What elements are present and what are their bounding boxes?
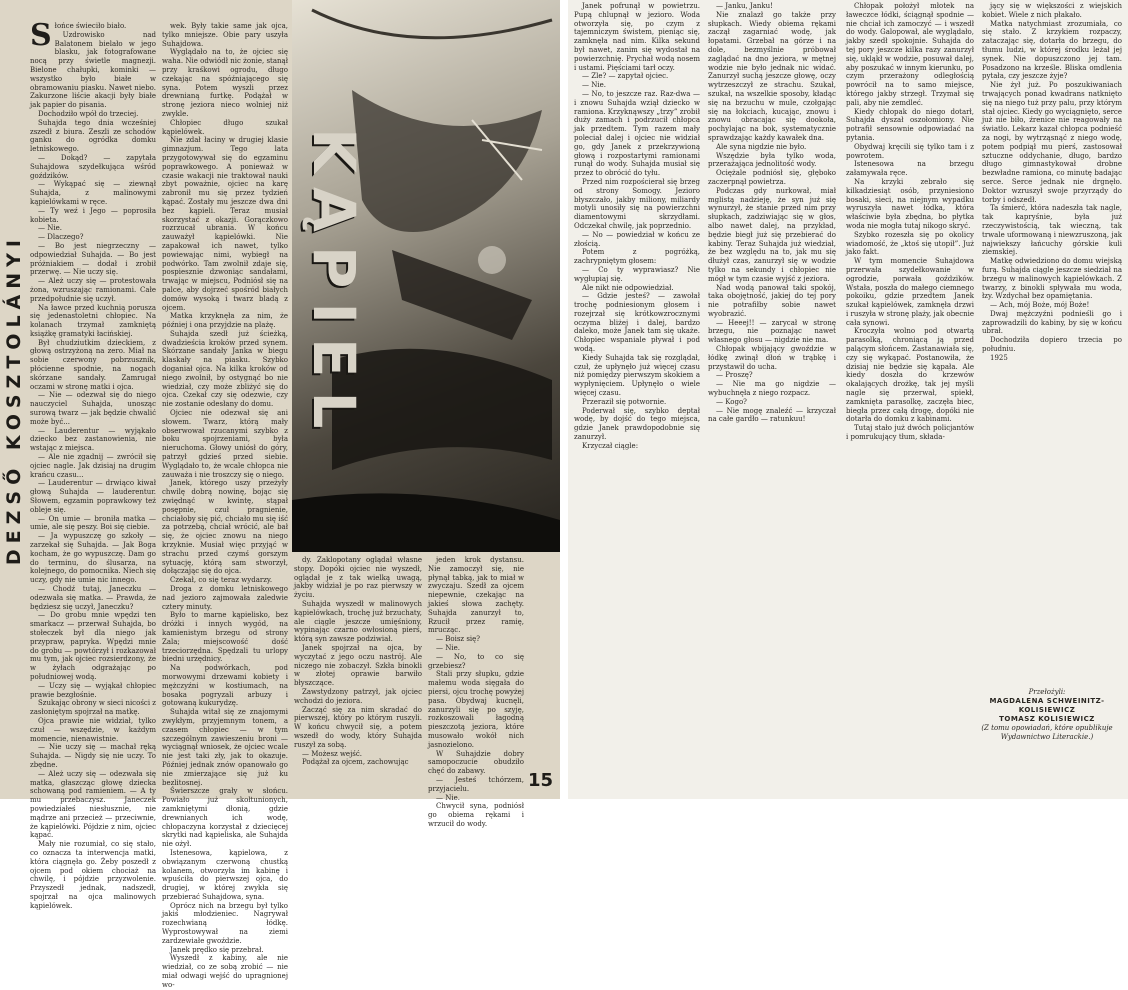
paragraph: Suhajda szedł już ścieżką, dwadzieścia kroków przed synem. Skórzane sandały Janka w biegu klaskały na piasku. Szybko doganiał ojca. Na kilka kroków od niego zwolnił, by ostygnąć bo nie wiedział, czy może zbliżyć się do ojca. Czekał czy się odezwie, czy nie zostanie odesłany do domu. [162, 329, 288, 409]
paragraph: Wszędzie była tylko woda, przerażająca jednolitość wody. [708, 151, 836, 169]
credit-source: (Z tomu opowiadań, które opublikuje Wydawnictwo Literackie.) [981, 724, 1113, 741]
paragraph: Droga z domku letniskowego nad jezioro zajmowała zaledwie cztery minuty. [162, 585, 288, 611]
drop-cap: S [30, 18, 52, 53]
paragraph: Krzyczał ciągle: [582, 441, 639, 450]
translator-names-2: TOMASZ KOLISIEWICZ [999, 715, 1095, 723]
paragraph: — On umie — broniła matka — umie, ale się peszy. Boi się ciebie. [30, 514, 156, 532]
story-column-5 [574, 2, 700, 450]
paragraph: Ojca prawie nie widział, tylko czuł — wszędzie, w każdym momencie, nienawistnie. [30, 716, 156, 743]
paragraph: Janek spojrzał na ojca, by wyczytać z jego oczu nastrój. Ale niczego nie zobaczył. Szkła binokli w złotej oprawie barwiło błyszczące. [294, 643, 422, 688]
paragraph: Na ławce przed kuchnią porusza się jedenastoletni chłopiec. Na kolanach trzymał zamkniętą książkę gramatyki łacińskiej. [30, 303, 156, 338]
paragraph: Chłopiec długo szukał kąpielówek. [162, 118, 288, 136]
paragraph: — Ależ uczy się — odezwała się matka, głaszcząc głowę dziecka schowaną pod ramieniem. — A ty mu przebaczysz. Janeczek powiedziałeś niesłusznie, nie mądrze ani przecież — przeciwnie, że kąpielówki. Pójdzie z nim, ojciec kąpać. [30, 769, 156, 840]
left-page [0, 0, 560, 989]
paragraph: — Dlaczego? [38, 233, 84, 242]
story-column-8 [982, 2, 1122, 362]
story-column-1 [30, 18, 156, 910]
paragraph: — Ależ uczy się — protestowała żona, wzruszając ramionami. Całe przedpołudnie się uczył. [30, 277, 156, 303]
paragraph: — Ach, mój Boże, mój Boże! [990, 301, 1090, 310]
paragraph: Kroczyła wolno pod otwartą parasolką, chroniącą ją przed palącym słońcem. Zastanawiała się, czy się wykąpać. Postanowiła, że dzisiaj nie będzie się kąpała. Ale kiedy doszła do krzewów okalających drożkę, tak jej myśli nagle się przerwał, spiekł, zamknięta parasolkę, zaczęła biec, biegła przez całą drogę, dopóki nie dotarła do domku z kabinami. [846, 327, 974, 424]
paragraph: Wyglądało na to, że ojciec się waha. Nie odwiódł nic żonie, stanął przy kraśkowi ogrodu, długo czekając na spóźniającego się syna. Potem wyszli przez drewnianą furtkę. Podążał w stronę jeziora nieco wolniej niż zwykle. [162, 48, 288, 118]
paragraph: — Boisz się? [436, 635, 481, 644]
paragraph: — Nie mogę znaleźć — krzyczał na całe gardło — ratunkuu! [708, 406, 836, 424]
paragraph: Uzdrowisko nad Balatonem bielało w jego blasku, jak fotografowane nocą przy świetle magnezji. Bielone chałupki, kominki — wszystko było białe w obramowaniu piasku. Nawet niebo. Zakurzone liście akacji były białe jak papier do pisania. [30, 30, 156, 110]
paragraph: jący się w większości z wiejskich kobiet. Wiele z nich płakało. [982, 2, 1122, 19]
paragraph: Dwaj mężczyźni podnieśli go i zaprowadzili do kabiny, by się w końcu ubrał. [982, 309, 1122, 336]
story-column-3 [294, 556, 422, 792]
paragraph: Potem z pogróżką, zachrypniętym głosem: [574, 248, 700, 266]
story-column-6 [708, 2, 836, 438]
paragraph: Kiedy Suhajda tak się rozglądał, czuł, że upłynęło już więcej czasu niż pomiędzy pierwszym skokiem a wypłynięciem. Upłynęło o wiele więcej czasu. [574, 353, 700, 398]
paragraph: — Nie. [38, 224, 62, 233]
paragraph: Nie znalazł go także przy słupkach. Wiedy obiema rękami zaczął zagarniać wodę, jak łopatami. Grzebał na górze i na dole, bezmyślnie próbował zaglądać na dno jeziora, w mętnej wodzie nie było jednak nic widać. Zanurzył suchą jeszcze głowę, oczy wytrzeszczył ze strachu. Szukał, szukał, na wszelkie sposoby, kładąc się na brzuchu w mule, czołgając się na łokciach, kucając, znowu i znowu obracając się dookoła, pochylając na bok, systematycznie sprawdzając każdy kawałek dna. [708, 10, 836, 142]
paragraph: Oprócz nich na brzegu był tylko jakiś młodzieniec. Nagrywał rozechwianą łódkę. Wyprostowywał na ziemi zardzewiałe gwoździe. [162, 901, 288, 945]
paragraph: — Nie. [436, 643, 460, 652]
paragraph: — Janku, Janku! [716, 2, 773, 10]
paragraph: Zacząć się za nim skradać do pierwszej, który po którym ruszyli. W końcu chwycił się, a potem wszedł do wody, który Suhajda ruszył za sobą. [294, 705, 422, 749]
paragraph: — Uczy się — wyjąkał chłopiec prawie bezgłośnie. [30, 681, 156, 699]
paragraph: Matkę odwiedziono do domu wiejską furą. Suhajda ciągle jeszcze siedział na brzegu w malinowych kąpielówkach. Z twarzy, z binokli spływała mu woda, łzy. Wzdychał bez opamiętania. [982, 257, 1122, 301]
translator-credit [972, 688, 1122, 742]
paragraph: Stali przy słupku, gdzie małemu woda sięgała do piersi, ojcu trochę powyżej pasa. Obydwaj kucnęli, zanurzyli się po szyję, rozkoszowali łagodną pieszczotą jeziora, które musowało wokół nich jasnozielono. [428, 670, 524, 749]
paragraph: Szukając obrony w sieci nicości z zasłoniętym spojrzał na matkę. [30, 699, 156, 717]
paragraph: Było to marne kąpielisko, bez dróżki i innych wygód, na kamienistym brzegu od strony Zala; miejscowość dość trzeciorzędna. Spędzali tu urlopy biedni urzędnicy. [162, 611, 288, 664]
paragraph: Ociężale podniósł się, głęboko zaczerpnął powietrza. [708, 169, 836, 186]
paragraph: Nie zdał łaciny w drugiej klasie gimnazjum. Tego lata przygotowywał się do egzaminu poprawkowego. A ponieważ w czasie wakacji nie traktował nauki zbyt poważnie, ojciec na karę zabronił mu się przez tydzień kąpać. Zostały mu jeszcze dwa dni bez kąpieli. Teraz musiał skorzystać z okazji. Gorączkowo rozrzucał ubrania. W końcu zauważył kąpielówki. Nie zapakował ich nawet, tylko powiewając nimi, wybiegł na podwórko. Tam zwolnił zdaje się, pospiesznie dzwoniąc sandałami, trwając w miejscu, Podniósł się na palce, aby dojrzeć spośród białych domów wysoką i twarz bladą z ojcem. [162, 136, 288, 312]
paragraph: — Kogo? [716, 397, 747, 406]
paragraph: Podczas gdy nurkował, miał mglistą nadzieję, że syn już się wynurzył, że stanie przed nim przy słupkach, zadziwiając się w głos, albo nawet dalej, na przykład, będzie biegł już się przebierać do kabiny. Teraz Suhajda już wiedział, że bez względu na to, jak mu się dłużył czas, zanurzył się w wodzie tylko na sekundy i chłopiec nie mógł w tym czasie wyjść z jeziora. [708, 186, 836, 283]
paragraph: Ale syna nigdzie nie było. [716, 142, 807, 151]
paragraph: Kiedy chłopak do niego dotarł, Suhajda dyszał oszołomiony. Nie potrafił sensownie odpowiadać na pytania. [846, 107, 974, 142]
paragraph: Podążał za ojcem, zachowując [302, 758, 409, 767]
paragraph: Był chudziutkim dzieckiem, z głową ostrzyżoną na zero. Miał na sobie czerwony pobrzusznik, płócienne spodnie, na nogach skórzane sandały. Zamrugał oczami w stronę matki i ojca. [30, 338, 156, 391]
paragraph: — Ja wypuszczę go szkoły — zarzekał się Suhajda. — Jak Boga kocham, że go wypuszczę. Dam go do terminu, do ślusarza, na kolejnego, do pomocnika. Niech się uczy, gdy nie umie nic innego. [30, 532, 156, 585]
paragraph: Nad wodą panował taki spokój, taka obojętność, jakiej do tej pory nie potrafiłby sobie nawet wyobrazić. [708, 283, 836, 318]
paragraph: Słońce świeciło biało. [30, 18, 127, 53]
paragraph: Dochodziło wpół do trzeciej. [38, 109, 139, 118]
story-column-4 [428, 556, 524, 828]
paragraph: — Nie uczy się — machał ręką Suhajda. — Nigdy się nie uczy. To zbędne. [30, 743, 156, 769]
paragraph: — Lauderentur — wyjąkało dziecko bez zastanowienia, nie wstając z miejsca. [30, 426, 156, 453]
paragraph: Suhajda witał się ze znajomymi zwykłym, przyjemnym tonem, a czasem chłopiec — w tym szczególnym zawieszeniu broni — wyciągnął wniosek, że ojciec wcale nie jest taki zły, jak to okazuje. Później jednak znów opanowało go nie zmierzające się już ku bezlitosnej. [162, 708, 288, 787]
paragraph: Matka natychmiast zrozumiała, co się stało. Z krzykiem rozpaczy, zataczając się, dotarła do brzegu, do tłumu ludzi, w której środku leżał jej synek. Nie dopuszczono jej tam. Posadzono na krześle. Bliska omdlenia pytała, czy jeszcze żyje? [982, 19, 1122, 81]
paragraph: Przed nim rozpościerał się brzeg od strony Somogy. Jezioro błyszczało, jakby miliony, miliardy motyli unosiły się na powierzchni diamentowymi skrzydłami. Odczekał chwilę, jak poprzednio. [574, 177, 700, 230]
paragraph: — Wykąpać się — ziewnął Suhajda, z malinowymi kąpielówkami w ręce. [30, 180, 156, 206]
paragraph: W Suhajdzie dobry samopoczucie obudziło chęć do zabawy. [428, 749, 524, 776]
story-title [300, 30, 368, 540]
title-text: KĄPIEL [300, 127, 368, 443]
paragraph: dy. Zaklopotany oglądał własne stopy. Dopóki ojciec nie wyszedł, oglądał je z tak wielką uwagą, jakby widział je po raz pierwszy w życiu. [294, 556, 422, 600]
paragraph: jeden krok dystansu. Nie zamoczył się, nie płynął tabką, jak to miał w zwyczaju. Szedł za ojcem niepewnie, czekając na jakieś słowa zachęty. Suhajda zanurzył to, Rzucił przez ramię, mrucząc. [428, 556, 524, 635]
paragraph: — Ale nie zgadnij — zwrócił się ojciec nagle. Jak dzisiaj na drugim krańcu czasu... [30, 453, 156, 479]
paragraph: Obydwaj kręcili się tylko tam i z powrotem. [846, 142, 974, 160]
paragraph: — Co ty wyprawiasz? Nie wygłupiaj się. [574, 265, 700, 283]
paragraph: — Nie. [582, 81, 606, 90]
paragraph: Czekał, co się teraz wydarzy. [170, 576, 273, 585]
paragraph: — Heeej!! — zarycał w stronę brzegu, nie poznając nawet własnego głosu — nigdzie nie ma. [708, 318, 836, 345]
paragraph: — Do grobu mnie wpędzi ten smarkacz — przerwał Suhajda, bo stołeczek był dla niego jak przypraw, papryka. Wpędzi mnie do grobu — powtórzył i rozkazował mu tym, jak ojciec rozsierdzony, że w żyłach odgrażając po południowej wodą. [30, 611, 156, 681]
story-column-2 [162, 22, 288, 989]
paragraph: Zawstydzony patrzył, jak ojciec wchodzi do jeziora. [294, 687, 422, 705]
paragraph: Chłopak wbijający gwoździe w łódkę zwinął dłoń w trąbkę i przystawił do ucha. [708, 345, 836, 371]
paragraph: Istenesowa na brzegu załamywała ręce. [846, 160, 974, 178]
paragraph: — Nie. [436, 793, 460, 802]
page-gutter [560, 0, 568, 799]
paragraph: Chłopak położył młotek na ławeczce łódki, ściągnął spodnie — nie chciał ich zamoczyć — i wszedł do wody. Galopował, ale wyglądało, jakby szedł spokojnie. Suhajda do tej pory jeszcze kilka razy zanurzył się, ukląkł w wodzie, posuwał dalej, aby poszukać w innym kierunku, po czym przerażony odległością powrócił na to samo miejsce, którego jakby strzegł. Trzymał się pali, aby nie zemdleć. [846, 2, 974, 107]
paragraph: — Proszę? [716, 371, 753, 380]
paragraph: Janek prędko się przebrał. [170, 945, 264, 954]
author-vertical [2, 10, 26, 790]
paragraph: Na krzyki zebrało się kilkadziesiąt osób, przyniesiono bosaki, sieci, na niejnym wypadku wyruszyła nawet łódka, która właściwie była zbędna, bo płytka woda nie mogła tutaj nikogo skryć. [846, 177, 974, 230]
paragraph: — Ty weź i Jego — poprosiła kobieta. [30, 206, 156, 224]
paragraph: Tutaj stało już dwóch policjantów i pomrukujący tłum, składa- [846, 424, 974, 442]
paragraph: Przeraził się potwornie. [582, 397, 667, 406]
paragraph: Janek pofrunął w powietrzu. Pupą chlupnął w jezioro. Woda otworzyła się, po czym z tajemniczym świstem, pieniąc się, zamknęła nad nim. Kilka sekund był nawet, zanim się wydostał na powierzchnię. Prychał wodą nosem i ustami. Pięściami tarł oczy. [574, 2, 700, 72]
paragraph: Suhajda tego dnia wcześniej zszedł z biura. Zeszli ze schodów ganku do ogródka domku letniskowego. [30, 118, 156, 154]
paragraph: — No, to jeszcze raz. Raz-dwa — i znowu Suhajda wziął dziecko w ramiona. Krzyknąwszy „trzy” zrobił duży zamach i podrzucił chłopca jak przedtem. Tym razem mały poleciał dalej i ojciec nie widział go, gdy Janek z przekrzywioną głową i rozpostartymi ramionami runął do wody. Suhajda musiał się przez to obrócić do tyłu. [574, 89, 700, 178]
paragraph: Ale nikt nie odpowiedział. [582, 283, 674, 292]
paragraph: Istenesowa, kąpielowa, z obwiązanym czerwoną chustką kolanem, otworzyła im kabinę i wpuściła do pierwszej ojca, do drugiej, w której zwykła się przebierać Suhajdowa, syna. [162, 848, 288, 901]
paragraph: — Chodź tutaj, Janeczku — odezwała się matka. — Prawda, że będziesz się uczył, Janeczku? [30, 585, 156, 611]
paragraph: Suhajda wyszedł w malinowych kąpielówkach, trochę już brzuchaty, ale ciągle jeszcze umięśniony, wypinając czarno owłosioną pierś, którą syn zawsze podziwiał. [294, 599, 422, 644]
paragraph: Janek, którego uszy przeżyły chwilę dobrą nowinę, bojąc się zwiędnąć w kwintę, stąpał posępnie, czuł pragnienie, chciałoby się pić, chciało mu się iść za potrzebą, chciał wrócić, ale bał się, że ojciec znowu na niego krzyknie. Musiał więc przyjąć w strachu przed czymś gorszym sytuację, którą sam stworzył, dołączając się do ojca. [162, 479, 288, 576]
paragraph: Na podwórkach, pod morwowymi drzewami kobiety i mężczyźni w kostiumach, na bosaka pogryzali arbuzy i gotowaną kukurydzę. [162, 664, 288, 708]
paragraph: — Dokąd? — zapytała Suhajdowa szydełkująca wśród goździków. [30, 153, 156, 180]
paragraph: Dochodziła dopiero trzecia po południu. [982, 336, 1122, 354]
paragraph: Świerszcze grały w słońcu. Powiało już skołtunionych, zamkniętymi dłonią, gdzie drewnianych ich wodę, chłopaczyna korzystał z dziecięcej skrytki nad kąpieliska, ale Suhajda nie ożył. [162, 787, 288, 849]
paragraph: Ta śmierć, która nadeszła tak nagle, tak kapryśnie, była już rzeczywistością, tak wieczną, tak trwale uformowaną i niewzruszoną, jak najwiekszy łańcuchy górskie kuli ziemskiej. [982, 204, 1122, 257]
story-column-7 [846, 2, 974, 442]
paragraph: — Bo jest niegrzeczny — odpowiedział Suhajda. — Bo jest próżniakiem — dodał i zrobił przerwę. — Nie uczy się. [30, 241, 156, 277]
paragraph: — Nie — odezwał się do niego nauczyciel Suhajda, unosząc surową twarz — jak będzie chwalić może być... [30, 391, 156, 426]
paragraph: wek. Były takie same jak ojca, tylko mniejsze. Obie pary uszyła Suhajdowa. [162, 22, 288, 48]
paragraph: — Jesteś tchórzem, przyjacielu. [428, 775, 524, 793]
paragraph: — Nie ma go nigdzie — wybuchnęła z niego rozpacz. [708, 380, 836, 398]
paragraph: Ojciec nie odezwał się ani słowem. Twarz, którą mały obserwował rzucanymi szybko z boku spojrzeniami, była nieruchoma. Głowy uniósł do góry, patrzył gdzieś przed siebie. Wyglądało to, że wcale chłopca nie zauważa i nie troszczy się o niego. [162, 409, 288, 479]
paragraph: Matka krzyknęła za nim, że później i ona przyjdzie na plażę. [162, 312, 288, 330]
paragraph: — Zle? — zapytał ojciec. [582, 72, 669, 81]
translator-names: MAGDALENA SCHWEINITZ-KOLISIEWICZ [989, 697, 1105, 714]
paragraph: Chwycił syna, podniósł go obiema rękami i wrzucił do wody. [428, 802, 524, 828]
paragraph: Nie żył już. Po poszukiwaniach trwających ponad kwadrans natknięto się na niego tuż przy palu, przy którym stał ojciec. Kiedy go wyciągnięto, serce już nie biło, źrenice nie reagowały na światło. Lekarz kazał chłopca podnieść za nogi, by wytrząsnąć z niego wodę, potem podpiął mu pierś, zastosował sztuczne oddychanie, długo, bardzo długo gimnastykował drobne bezwładne ramiona, co minutę badając serce. Serce jednak nie drgnęło. Doktor wzruszył swoje przyrządy do torby i odszedł. [982, 81, 1122, 204]
paragraph: — Możesz wejść. [302, 749, 362, 758]
paragraph: Poderwał się, szybko deptał wodę, by dojść do tego miejsca, gdzie Janek prawdopodobnie się zanurzył. [574, 406, 700, 442]
paragraph: — Gdzie jesteś? — zawołał trochę podniesionym głosem i rozejrzał się krótkowzrocznymi oczyma bliżej i dalej, bardzo daleko, może Janek tam się ukaże. Chłopiec wspaniale pływał i pod wodą. [574, 292, 700, 354]
author-name: DEZSŐ KOSZTOLÁNYI [3, 234, 25, 566]
paragraph: Szybko rozeszła się po okolicy wiadomość, że „ktoś się utopił”. Już jako fakt. [846, 230, 974, 257]
right-page [568, 0, 1128, 799]
paragraph: Mały nie rozumiał, co się stało, co oznacza ta interwencja matki, która ciągnęła go. Żeby poszedł z ojcem pod okiem chociaż na chwilę, i pójdzie przyzwolenie. Przyszedł jednak, nadszedł, spojrzał na ojca malinowych kąpielówek. [30, 840, 156, 910]
page-number: 15 [528, 770, 554, 791]
paragraph: — Lauderentur — drwiąco kiwał głową Suhajda — lauderentur. Słowem, egzamin poprawkowy też obleje się. [30, 479, 156, 514]
paragraph: — No, to co się grzebiesz? [428, 652, 524, 670]
paragraph: Wyszedł z kabiny, ale nie wiedział, co ze sobą zrobić — nie miał odwagi wejść do upragnionej wo- [162, 954, 288, 989]
paragraph: W tym momencie Suhajdowa przerwała szydełkowanie w ogrodzie, porwała goździków. Wstała, poszła do małego ciemnego pokoiku, gdzie przedtem Janek szukał kąpielówek, zamknęła drzwi i ruszyła w stronę plaży, jak obecnie cała synowi. [846, 257, 974, 327]
paragraph: — No — powiedział w końcu ze złością. [574, 230, 700, 248]
paragraph: 1925 [990, 353, 1008, 362]
credit-label: Przełożyli: [1028, 688, 1066, 696]
